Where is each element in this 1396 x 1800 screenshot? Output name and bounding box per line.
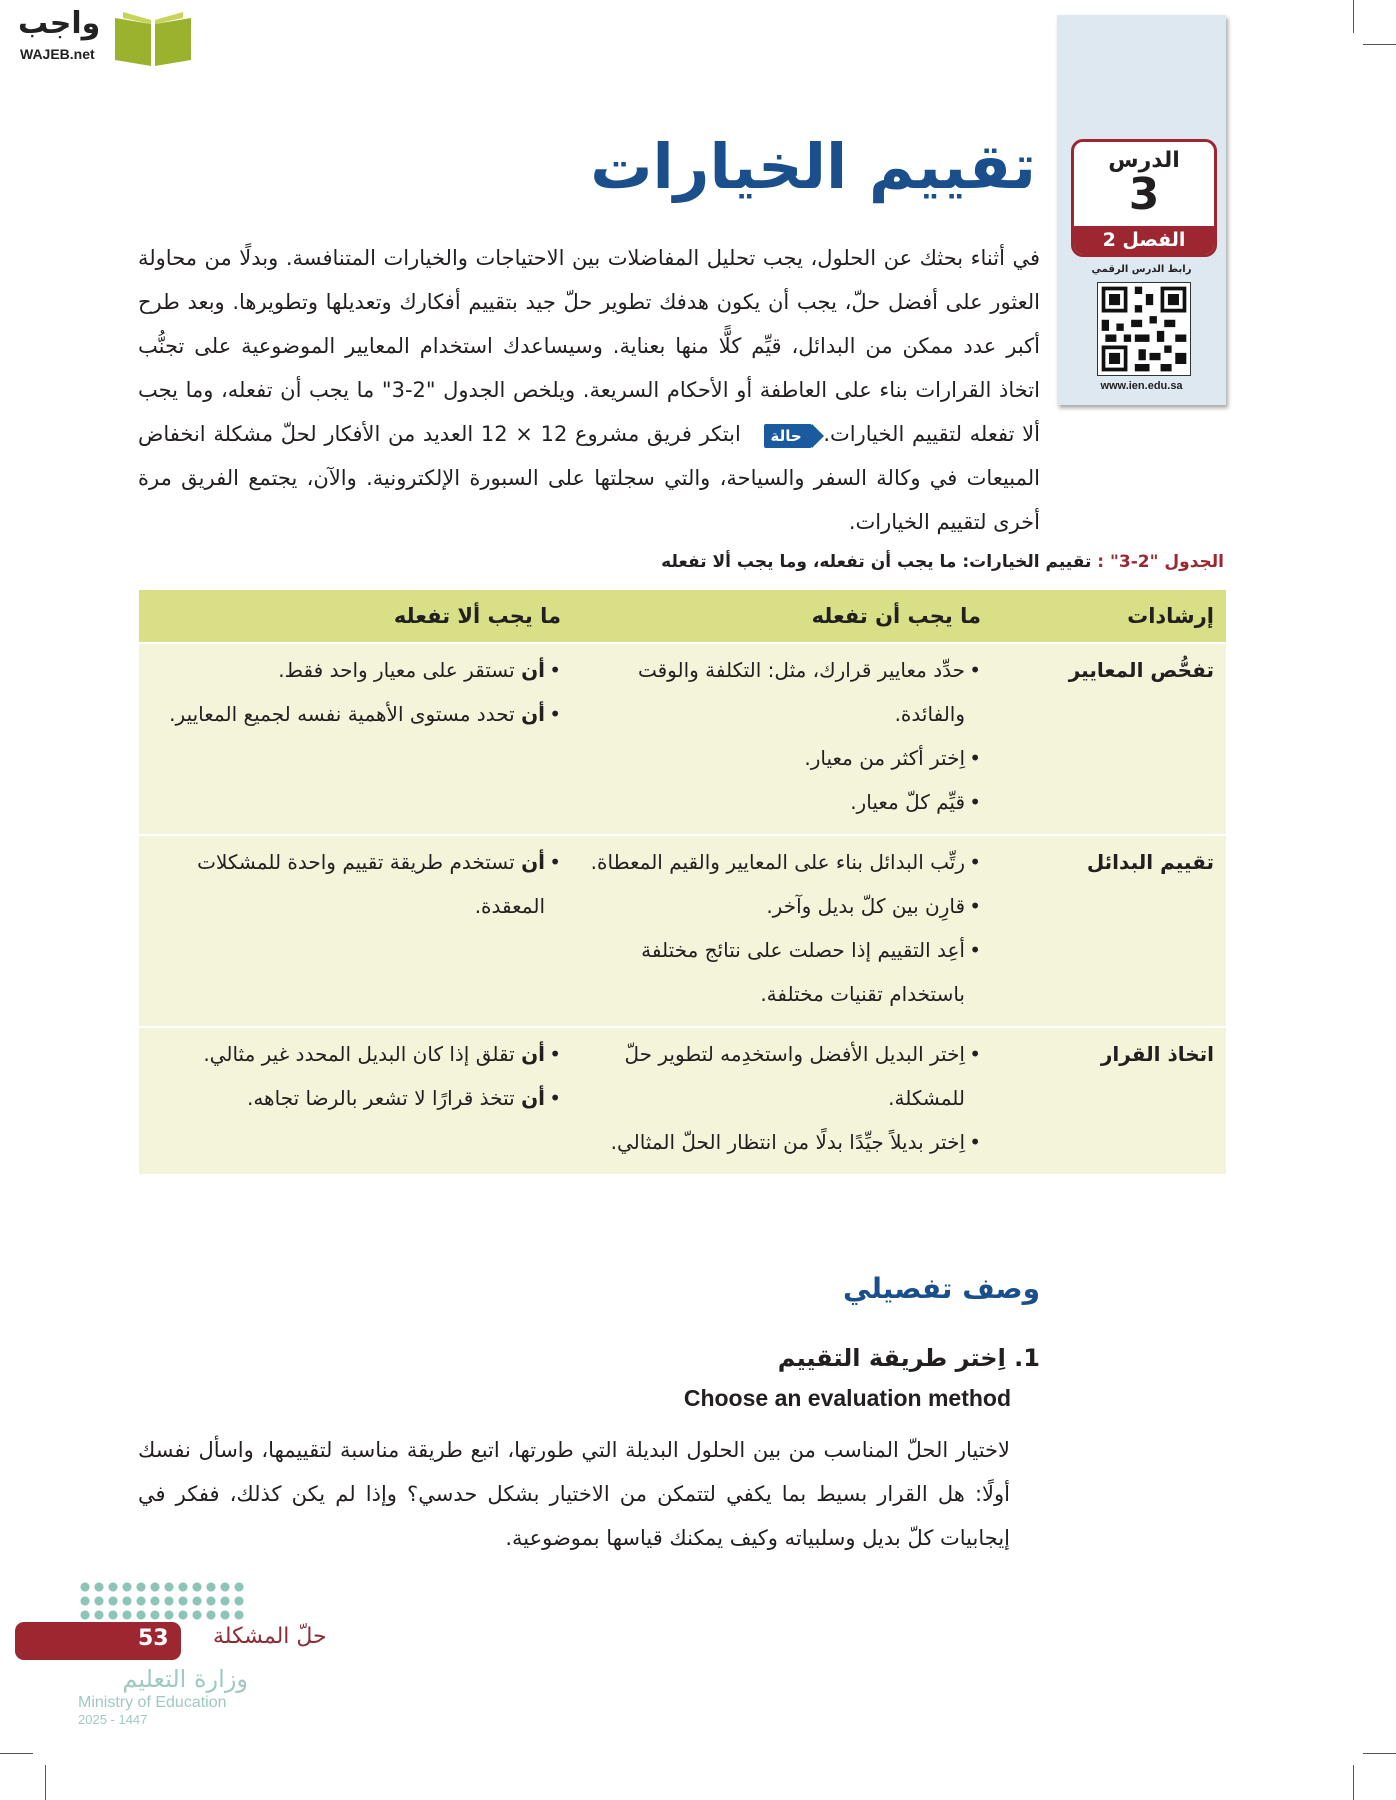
- crop-mark: [1353, 0, 1354, 33]
- row-label: تفحُّص المعايير: [1068, 658, 1214, 682]
- table-row: [139, 1028, 1226, 1176]
- do-item: • أعِد التقييم إذا حصلت على نتائج مختلفة باستخدام تقنيات مختلفة.: [581, 928, 981, 1016]
- dont-item: [149, 692, 561, 736]
- case-badge: حالة: [764, 424, 811, 448]
- page-number: 53: [138, 1626, 169, 1651]
- do-item: • اِختر بديلاً جيِّدًا بدلًا من انتظار الحلّ المثالي.: [581, 1120, 981, 1164]
- dont-item: [149, 1032, 561, 1076]
- lesson-url[interactable]: www.ien.edu.sa: [1100, 380, 1183, 392]
- lesson-label: الدرس: [1108, 148, 1180, 173]
- row-label: اتخاذ القرار: [1100, 1042, 1214, 1066]
- crop-mark: [1363, 1753, 1396, 1754]
- dont-prefix: أن: [521, 1042, 545, 1066]
- dont-list: [149, 840, 561, 928]
- lesson-number: 3: [1128, 169, 1160, 220]
- table-ref: الجدول "2-3" :: [1097, 552, 1224, 572]
- do-list: [581, 1032, 981, 1164]
- intro-text: في أثناء بحثك عن الحلول، يجب تحليل المفاضلات بين الاحتياجات والخيارات المتنافسة. وبدلًا من محاولة العثور على أفضل حلّ، يجب أن يكون هدفك تطوير حلّ جيد بتقييم أفكارك وتعديلها وتطويرها. وبعد طرح أكبر عدد ممكن من البدائل، قيِّم كلًّا منها بعناية. وسيساعدك استخدام المعايير الموضوعية على تجنُّب اتخاذ القرارات بناء على العاطفة أو الأحكام السريعة. ويلخص الجدول "2-3" ما يجب أن تفعله، وما يجب ألا تفعله لتقييم الخيارات.: [138, 246, 1040, 446]
- crop-mark: [0, 1753, 33, 1754]
- unit-title: حلّ المشكلة: [213, 1624, 327, 1649]
- edition-year: 2025 - 1447: [78, 1712, 148, 1727]
- do-item: • قيِّم كلّ معيار.: [581, 780, 981, 824]
- lesson-badge: [1071, 139, 1217, 257]
- header-guidance: إرشادات: [1127, 604, 1214, 628]
- step-heading: 1. اِختر طريقة التقييم: [777, 1344, 1040, 1372]
- header-do: ما يجب أن تفعله: [811, 604, 981, 628]
- crop-mark: [1353, 1765, 1354, 1800]
- do-item: • اِختر البديل الأفضل واستخدِمه لتطوير حلّ للمشكلة.: [581, 1032, 981, 1120]
- table-row: [139, 644, 1226, 836]
- do-item: • اِختر أكثر من معيار.: [581, 736, 981, 780]
- ministry-arabic: وزارة التعليم: [122, 1665, 248, 1693]
- wajeb-logo[interactable]: [8, 6, 193, 68]
- qr-code-icon[interactable]: [1097, 282, 1191, 376]
- ministry-dots-icon: [78, 1580, 248, 1620]
- page-title: تقييم الخيارات: [590, 130, 1036, 203]
- do-item: • رتِّب البدائل بناء على المعايير والقيم المعطاة.: [581, 840, 981, 884]
- evaluation-table: [139, 590, 1226, 1176]
- dont-prefix: أن: [521, 1086, 545, 1110]
- intro-paragraph: [138, 236, 1040, 544]
- step-paragraph: لاختيار الحلّ المناسب من بين الحلول البديلة التي طورتها، اتبع طريقة مناسبة لتقييمها، واسأل نفسك أولًا: هل القرار بسيط بما يكفي لتتمكن من الاختيار بشكل حدسي؟ وإذا لم يكن كذلك، ففكر في إيجابيات كلّ بديل وسلبياته وكيف يمكنك قياسها بموضوعية.: [138, 1438, 1010, 1550]
- logo-arabic: واجب: [18, 6, 101, 41]
- crop-mark: [45, 1765, 46, 1800]
- table-caption-text: تقييم الخيارات: ما يجب أن تفعله، وما يجب ألا تفعله: [661, 552, 1092, 572]
- book-icon: [113, 10, 193, 68]
- ministry-english: Ministry of Education: [78, 1694, 227, 1711]
- intro-case-text: ابتكر فريق مشروع 12 × 12 العديد من الأفكار لحلّ مشكلة انخفاض المبيعات في وكالة السفر والسياحة، والتي سجلتها على السبورة الإلكترونية. والآن، يجتمع الفريق مرة أخرى لتقييم الخيارات.: [138, 422, 1040, 534]
- dont-text: تتخذ قرارًا لا تشعر بالرضا تجاهه.: [246, 1086, 515, 1110]
- qr-label: رابط الدرس الرقمي: [1091, 264, 1192, 275]
- dont-text: تستخدم طريقة تقييم واحدة للمشكلات المعقدة.: [197, 850, 545, 918]
- chapter-label: الفصل 2: [1074, 226, 1214, 254]
- dont-prefix: أن: [521, 658, 545, 682]
- dont-list: [149, 1032, 561, 1120]
- dont-text: تحدد مستوى الأهمية نفسه لجميع المعايير.: [169, 702, 515, 726]
- dont-prefix: أن: [521, 850, 545, 874]
- do-item: • حدِّد معايير قرارك، مثل: التكلفة والوقت والفائدة.: [581, 648, 981, 736]
- table-row: [139, 836, 1226, 1028]
- step-heading-english: Choose an evaluation method: [683, 1385, 1011, 1411]
- dont-item: [149, 1076, 561, 1120]
- dont-item: [149, 840, 561, 928]
- crop-mark: [1363, 44, 1396, 45]
- logo-english: WAJEB.net: [20, 46, 95, 62]
- dont-text: تقلق إذا كان البديل المحدد غير مثالي.: [203, 1042, 515, 1066]
- section-title: وصف تفصيلي: [843, 1272, 1040, 1305]
- do-item: • قارِن بين كلّ بديل وآخر.: [581, 884, 981, 928]
- lesson-sidebar: [1057, 15, 1226, 405]
- table-caption: [661, 552, 1224, 572]
- do-list: [581, 840, 981, 1016]
- header-dont: ما يجب ألا تفعله: [393, 604, 561, 628]
- row-label: تقييم البدائل: [1086, 850, 1214, 874]
- dont-list: [149, 648, 561, 736]
- table-header-row: [139, 590, 1226, 644]
- do-list: [581, 648, 981, 824]
- dont-text: تستقر على معيار واحد فقط.: [278, 658, 515, 682]
- dont-item: [149, 648, 561, 692]
- dont-prefix: أن: [521, 702, 545, 726]
